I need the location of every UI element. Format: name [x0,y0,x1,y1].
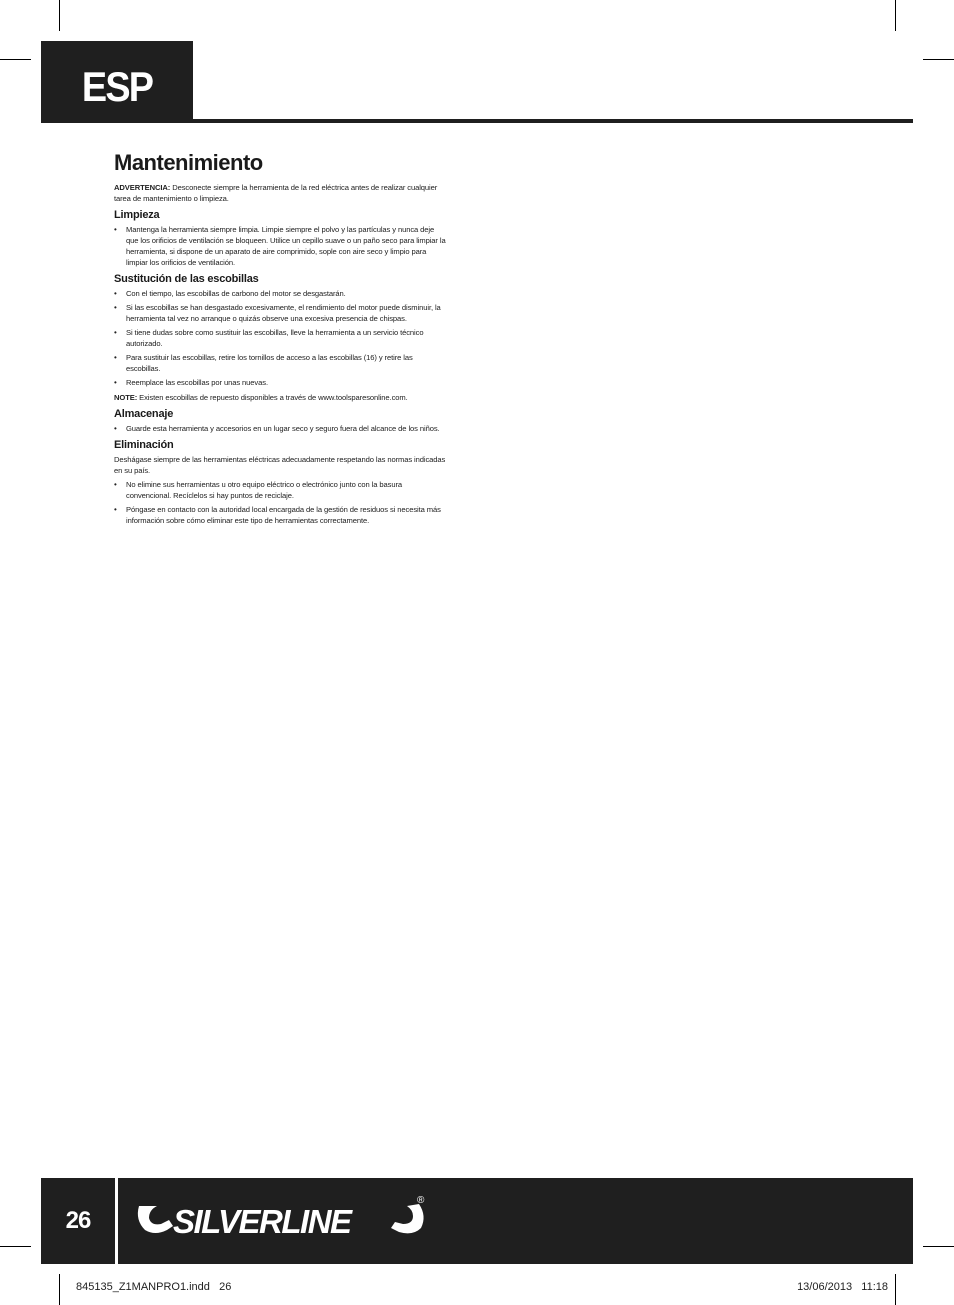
footer-bar [41,1178,913,1264]
warning-text: Desconecte siempre la herramienta de la red eléctrica antes de realizar cualquier tarea de mantenimiento o limpieza. [114,183,438,203]
page-title: Mantenimiento [114,150,263,175]
bullet-list-limpieza [114,224,446,268]
list-item: • Mantenga la herramienta siempre limpia. Limpie siempre el polvo y las partículas y nunca deje que los orificios de ventilación se bloqueen. Utilice un cepillo suave o un paño seco para limpiar la herramienta, si dispone de un aparato de aire comprimido, sople con aire seco y limpio para limpiar los orificios de ventilación. [114,224,446,268]
slug-datetime: 13/06/2013 11:18 [797,1281,888,1293]
list-item: • Si tiene dudas sobre como sustituir las escobillas, lleve la herramienta a un servicio técnico autorizado. [114,327,446,349]
list-item: • Póngase en contacto con la autoridad local encargada de la gestión de residuos si necesita más información sobre cómo eliminar este tipo de herramientas correctamente. [114,504,446,526]
warning-label: ADVERTENCIA: [114,183,171,192]
warning-paragraph [114,182,446,204]
crop-mark [0,1246,31,1247]
slug-file: 845135_Z1MANPRO1.indd 26 [76,1281,232,1293]
spanner-left-icon [138,1206,173,1233]
bullet-list-eliminacion [114,479,446,526]
crop-mark [0,59,31,60]
note-text: Existen escobillas de repuesto disponibles a través de www.toolsparesonline.com. [139,393,408,402]
section-heading-eliminacion: Eliminación [114,439,174,451]
list-item: • Reemplace las escobillas por unas nuevas. [114,377,446,388]
main-content [114,150,446,529]
registered-mark: ® [417,1195,425,1206]
silverline-logo [133,1186,433,1256]
list-item: • Guarde esta herramienta y accesorios en un lugar seco y seguro fuera del alcance de los niños. [114,423,446,434]
crop-mark [59,1274,60,1305]
header-rule [193,119,913,123]
crop-mark [895,1274,896,1305]
note-label: NOTE: [114,393,138,402]
crop-mark [923,1246,954,1247]
list-item: • Con el tiempo, las escobillas de carbono del motor se desgastarán. [114,288,446,299]
section-heading-almacenaje: Almacenaje [114,408,174,420]
crop-mark [923,59,954,60]
note-paragraph [114,392,446,403]
footer-divider [115,1178,118,1264]
list-item: • Si las escobillas se han desgastado excesivamente, el rendimiento del motor puede disminuir, la herramienta tal vez no arranque o quizás observe una excesiva presencia de chispas. [114,302,446,324]
list-item: • Para sustituir las escobillas, retire los tornillos de acceso a las escobillas (16) y retire las escobillas. [114,352,446,374]
language-label: ESP [81,63,153,110]
bullet-list-almacenaje [114,423,446,434]
page-number: 26 [65,1207,91,1234]
language-tab [41,41,193,123]
crop-mark [59,0,60,31]
list-item: • No elimine sus herramientas u otro equipo eléctrico o electrónico junto con la basura convencional. Recíclelos si hay puntos de reciclaje. [114,479,446,501]
bullet-list-escobillas [114,288,446,388]
brand-wordmark: SILVERLINE [173,1203,351,1240]
spanner-right-icon [391,1204,424,1233]
section-heading-limpieza: Limpieza [114,209,160,221]
section-heading-escobillas: Sustitución de las escobillas [114,273,259,285]
crop-mark [895,0,896,31]
eliminacion-intro: Deshágase siempre de las herramientas eléctricas adecuadamente respetando las normas indicadas en su país. [114,455,446,475]
